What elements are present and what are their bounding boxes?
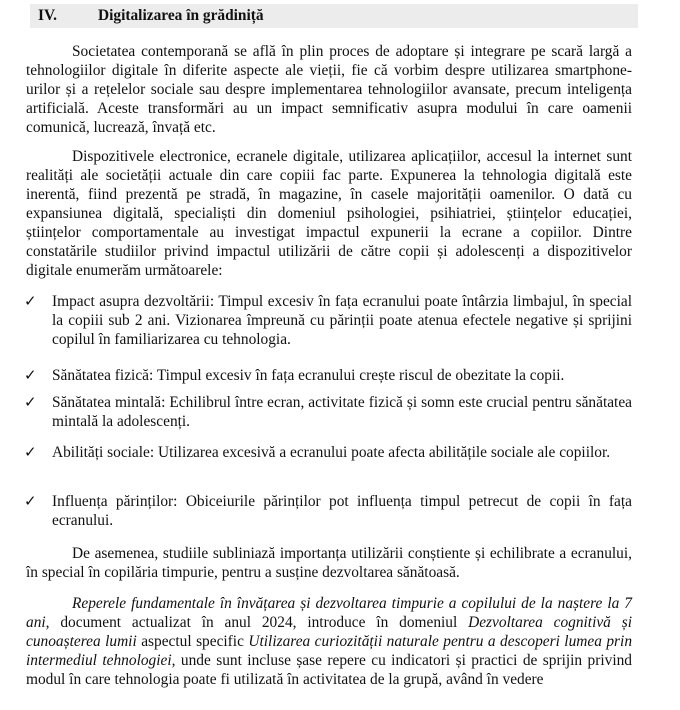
document-title-italic: Reperele fundamentale în învățarea și dezvoltarea timpurie a copilului de la naștere la 7 ani, xyxy=(26,595,632,631)
paragraph-references xyxy=(26,594,632,689)
checkmark-icon: ✓ xyxy=(24,366,37,384)
paragraph-references-text-a: document actualizat în anul 2024, introduce în domeniul xyxy=(49,614,469,631)
list-item-text: Sănătatea mintală: Echilibrul între ecran, activitate fizică și somn este crucial pentru sănătatea mintală la adolescenți. xyxy=(52,394,632,430)
paragraph-intro xyxy=(26,42,632,137)
paragraph-conclusion xyxy=(26,544,632,582)
section-heading xyxy=(30,4,638,28)
list-item-text: Abilități sociale: Utilizarea excesivă a ecranului poate afecta abilitățile sociale ale copiilor. xyxy=(52,444,611,461)
section-title: Digitalizarea în grădiniță xyxy=(98,7,264,24)
paragraph-intro-text: Societatea contemporană se află în plin proces de adoptare și integrare pe scară largă a tehnologiilor digitale în diferite aspecte ale vieții, fie că vorbim despre utilizarea smartphone-urilor și a rețelelor sociale sau despre implementarea tehnologiilor avansate, precum inteligența artificială. Aceste transformări au un impact semnificativ asupra modului în care oamenii comunică, lucrează, învață etc. xyxy=(26,43,632,136)
section-number: IV. xyxy=(38,7,57,24)
paragraph-conclusion-text: De asemenea, studiile subliniază importanța utilizării conștiente și echilibrate a ecranului, în special în copilăria timpurie, pentru a susține dezvoltarea sănătoasă. xyxy=(26,545,632,581)
list-item-text: Influența părinților: Obiceiurile părinților pot influența timpul petrecut de copii în fața ecranului. xyxy=(52,493,632,529)
checkmark-icon: ✓ xyxy=(24,443,37,461)
paragraph-devices-text: Dispozitivele electronice, ecranele digitale, utilizarea aplicațiilor, accesul la internet sunt realități ale societății actuale din care copiii fac parte. Expunerea la tehnologia digitală este inerentă, fiind prezentă pe stradă, în magazine, în casele majorității oamenilor. O dată cu expansiunea digitală, specialiști din domeniul psihologiei, psihiatriei, științelor educației, științelor comportamentale au investigat impactul expunerii la ecrane a copiilor. Dintre constatările studiilor privind impactul utilizării de către copii și adolescenți a dispozitivelor digitale enumerăm următoarele: xyxy=(26,148,632,279)
checkmark-icon: ✓ xyxy=(24,492,37,510)
list-item-text: Impact asupra dezvoltării: Timpul excesiv în fața ecranului poate întârzia limbajul, în special la copiii sub 2 ani. Vizionarea împreună cu părinții poate atenua efectele negative și sprijini copilul în familiarizarea cu tehnologia. xyxy=(52,293,632,348)
aspect-name-italic: Utilizarea curiozității naturale pentru a descoperi lumea prin intermediul tehnologiei, xyxy=(26,633,633,669)
paragraph-devices xyxy=(26,147,632,280)
domain-name-italic: Dezvoltarea cognitivă și cunoașterea lumii xyxy=(26,614,632,650)
checkmark-icon: ✓ xyxy=(24,393,37,411)
paragraph-references-text-b: aspectul specific xyxy=(136,633,249,650)
paragraph-references-text-c: unde sunt incluse șase repere cu indicatori și practici de sprijin privind modul în care tehnologia poate fi utilizată în activitatea de la grupă, având în vedere xyxy=(26,652,632,688)
checkmark-icon: ✓ xyxy=(24,292,37,310)
list-item-text: Sănătatea fizică: Timpul excesiv în fața ecranului crește riscul de obezitate la copii. xyxy=(52,367,565,384)
